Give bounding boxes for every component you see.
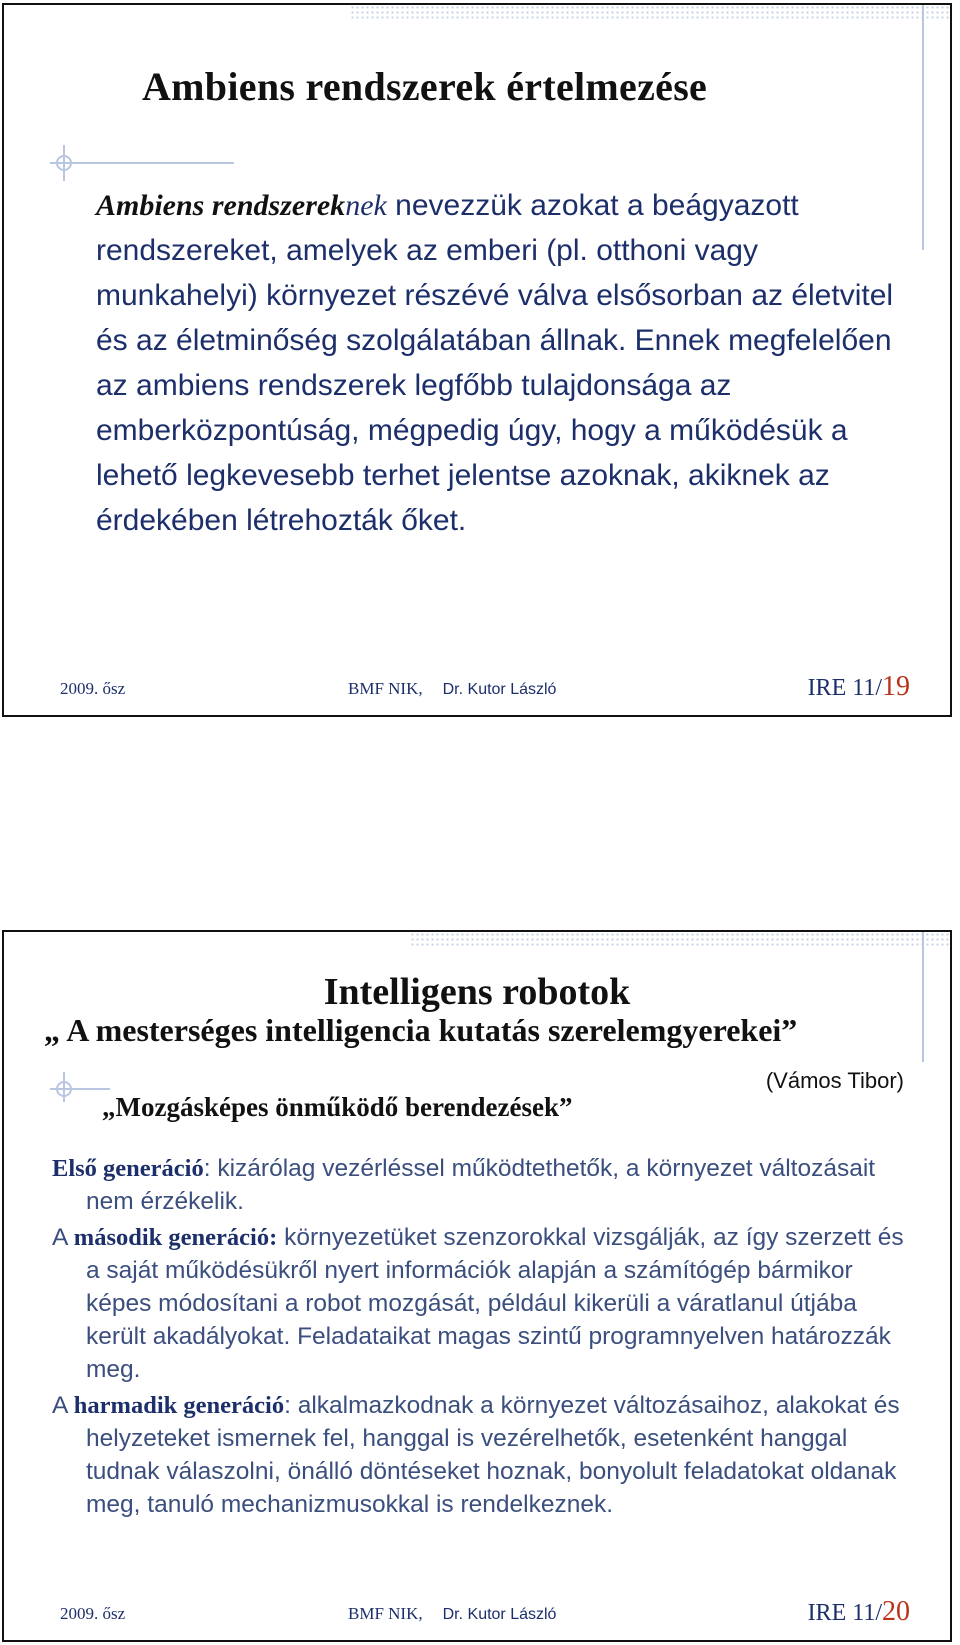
definition-paragraph bbox=[96, 183, 926, 543]
decorative-circle-icon bbox=[56, 155, 72, 171]
page-prefix: IRE 11/ bbox=[807, 675, 882, 701]
decorative-horizontal-line bbox=[50, 162, 234, 164]
list-item-generation-1 bbox=[52, 1152, 912, 1218]
defined-term-suffix: nek bbox=[345, 189, 387, 222]
slide-footer bbox=[60, 667, 910, 703]
generation-list bbox=[52, 1152, 912, 1524]
footer-author: Dr. Kutor László bbox=[442, 1606, 557, 1623]
decorative-circle-icon bbox=[56, 1081, 72, 1097]
footer-institution bbox=[348, 679, 556, 699]
item-prefix: A bbox=[52, 1392, 74, 1419]
list-item-generation-2 bbox=[52, 1221, 912, 1386]
decorative-dot-band bbox=[410, 932, 950, 946]
footer-institution-name: BMF NIK, bbox=[348, 1604, 423, 1623]
page-number: 20 bbox=[882, 1596, 910, 1627]
list-item-generation-3 bbox=[52, 1389, 912, 1521]
decorative-dot-band bbox=[350, 5, 950, 19]
footer-institution bbox=[348, 1604, 556, 1624]
section-heading: „Mozgásképes önműködő berendezések” bbox=[102, 1092, 573, 1122]
generation-text: : alkalmazkodnak a környezet változásaihoz, alakokat és helyzeteket ismernek fel, hanggal is vezérelhetők, esetenként hanggal tudnak válaszolni, önálló döntéseket hoznak, bonyolult feladatokat oldanak meg, tanuló mechanizmusokkal is rendelkeznek. bbox=[86, 1392, 900, 1518]
footer-institution-name: BMF NIK, bbox=[348, 679, 423, 698]
footer-author: Dr. Kutor László bbox=[442, 681, 557, 698]
slide-ambient-systems bbox=[2, 3, 952, 717]
generation-label: harmadik generáció bbox=[73, 1392, 285, 1419]
footer-page-number bbox=[808, 1596, 910, 1628]
generation-label: Első generáció bbox=[52, 1155, 204, 1182]
slide-intelligent-robots bbox=[2, 930, 952, 1642]
item-prefix: A bbox=[52, 1224, 74, 1251]
generation-text: : kizárólag vezérléssel működtethetők, a környezet változásait nem érzékelik. bbox=[86, 1155, 876, 1215]
generation-text: környezetüket szenzorokkal vizsgálják, az így szerzett és a saját működésükről nyert információk alapján a számítógép bármikor képes módosítani a robot mozgását, például kikerüli a váratlanul útjába került akadályokat. Feladataikat magas szintű programnyelven határozzák meg. bbox=[86, 1224, 904, 1383]
page-number: 19 bbox=[882, 671, 910, 702]
footer-page-number bbox=[808, 671, 910, 703]
slide-title: Ambiens rendszerek értelmezése bbox=[142, 64, 708, 109]
slide-subtitle-quote: „ A mesterséges intelligencia kutatás szerelemgyerekei” bbox=[44, 1012, 798, 1048]
slide-footer bbox=[60, 1592, 910, 1628]
defined-term: Ambiens rendszerek bbox=[96, 189, 346, 222]
definition-text: nevezzük azokat a beágyazott rendszereket, amelyek az emberi (pl. otthoni vagy munkahelyi) környezet részévé válva elsősorban az életvitel és az életminőség szolgálatában állnak. Ennek megfelelően az ambiens rendszerek legfőbb tulajdonsága az emberközpontúság, mégpedig úgy, hogy a működésük a lehető legkevesebb terhet jelentse azoknak, akiknek az érdekében létrehozták őket. bbox=[96, 189, 894, 537]
quote-attribution: (Vámos Tibor) bbox=[765, 1068, 904, 1093]
footer-date: 2009. ősz bbox=[60, 679, 126, 698]
page-prefix: IRE 11/ bbox=[807, 1600, 882, 1626]
generation-label: második generáció: bbox=[73, 1224, 278, 1251]
footer-date: 2009. ősz bbox=[60, 1604, 126, 1623]
slide-title: Intelligens robotok bbox=[323, 971, 631, 1013]
